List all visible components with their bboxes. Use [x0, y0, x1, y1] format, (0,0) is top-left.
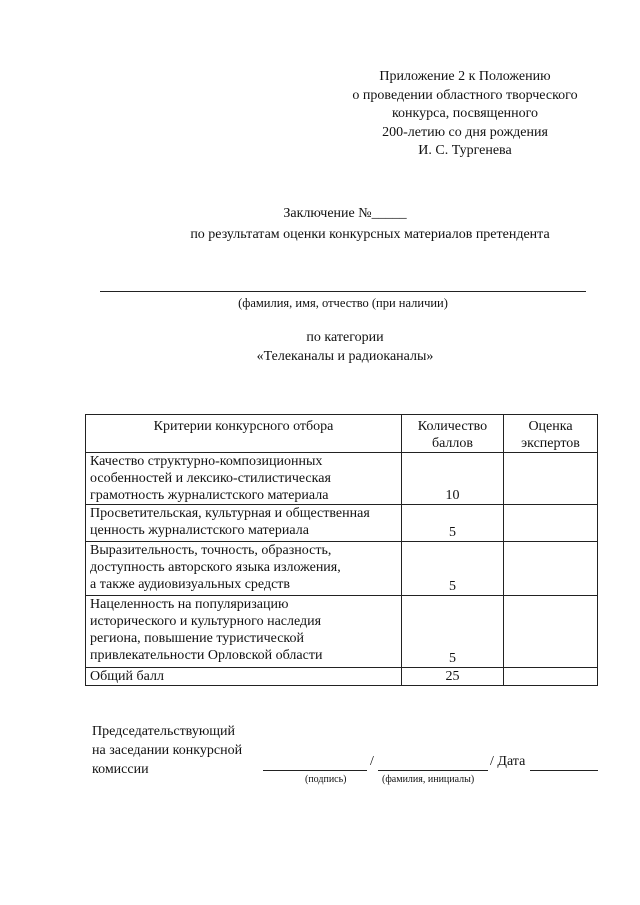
header-rating [504, 415, 598, 453]
criteria-table [85, 414, 598, 686]
criteria-line: Выразительность, точность, образность, [90, 543, 332, 558]
category-label: по категории [306, 330, 384, 345]
conclusion-title-block [0, 206, 640, 222]
header-points [402, 415, 504, 453]
rating-cell[interactable] [504, 596, 598, 668]
chair-label [92, 722, 242, 779]
signature-caption: (подпись) [305, 774, 347, 785]
header-rating-line: экспертов [521, 436, 580, 451]
criteria-line: доступность авторского языка изложения, [90, 560, 341, 575]
header-points-line: баллов [431, 436, 474, 451]
table-row [86, 453, 598, 505]
chair-line: на заседании конкурсной [92, 743, 243, 758]
criteria-line: привлекательности Орловской области [90, 648, 323, 663]
conclusion-subtitle: по результатам оценки конкурсных материалов претендента [190, 227, 550, 242]
name-initials-fill-line [378, 770, 488, 771]
annex-line: Приложение 2 к Положению [379, 69, 551, 84]
criteria-line: а также аудиовизуальных средств [90, 577, 291, 592]
table-row [86, 596, 598, 668]
header-rating-line: Оценка [528, 419, 573, 434]
total-rating[interactable] [504, 668, 598, 686]
total-label: Общий балл [86, 668, 402, 686]
criteria-line: Нацеленность на популяризацию [90, 597, 289, 612]
points-cell: 10 [402, 453, 504, 505]
points-cell: 5 [402, 505, 504, 542]
category-name: «Телеканалы и радиоканалы» [256, 349, 434, 364]
table-row [86, 542, 598, 596]
date-label: / Дата [490, 754, 526, 769]
criteria-cell [86, 453, 402, 505]
table-total-row [86, 668, 598, 686]
table-header-row [86, 415, 598, 453]
annex-line: 200-летию со дня рождения [382, 124, 548, 140]
criteria-line: особенностей и лексико-стилистическая [90, 471, 331, 486]
signature-slash: / [370, 754, 374, 769]
annex-line: конкурса, посвященного [391, 106, 539, 121]
header-points-line: Количество [417, 419, 488, 434]
criteria-line: ценность журналистского материала [90, 523, 309, 538]
rating-cell[interactable] [504, 542, 598, 596]
annex-line: И. С. Тургенева [418, 143, 512, 158]
criteria-cell [86, 542, 402, 596]
annex-line: о проведении областного творческого [352, 87, 578, 103]
signature-fill-line [263, 770, 367, 771]
chair-line: Председательствующий [92, 724, 236, 739]
annex-header [300, 68, 630, 161]
criteria-line: Просветительская, культурная и общественная [90, 506, 370, 521]
header-criteria: Критерии конкурсного отбора [86, 415, 402, 453]
conclusion-title: Заключение №_____ [283, 206, 407, 221]
table-row [86, 505, 598, 542]
points-cell: 5 [402, 596, 504, 668]
criteria-line: Качество структурно-композиционных [90, 454, 323, 469]
rating-cell[interactable] [504, 453, 598, 505]
criteria-cell [86, 505, 402, 542]
rating-cell[interactable] [504, 505, 598, 542]
criteria-line: грамотность журналистского материала [90, 488, 329, 503]
name-caption: (фамилия, имя, отчество (при наличии) [238, 296, 448, 310]
criteria-line: региона, повышение туристической [90, 631, 305, 646]
chair-line: комиссии [92, 762, 149, 777]
points-cell: 5 [402, 542, 504, 596]
criteria-line: исторического и культурного наследия [90, 614, 322, 629]
date-fill-line [530, 770, 598, 771]
name-fill-line [100, 291, 586, 292]
category-block [0, 328, 640, 366]
name-initials-caption: (фамилия, инициалы) [382, 774, 475, 785]
total-points: 25 [402, 668, 504, 686]
criteria-cell [86, 596, 402, 668]
